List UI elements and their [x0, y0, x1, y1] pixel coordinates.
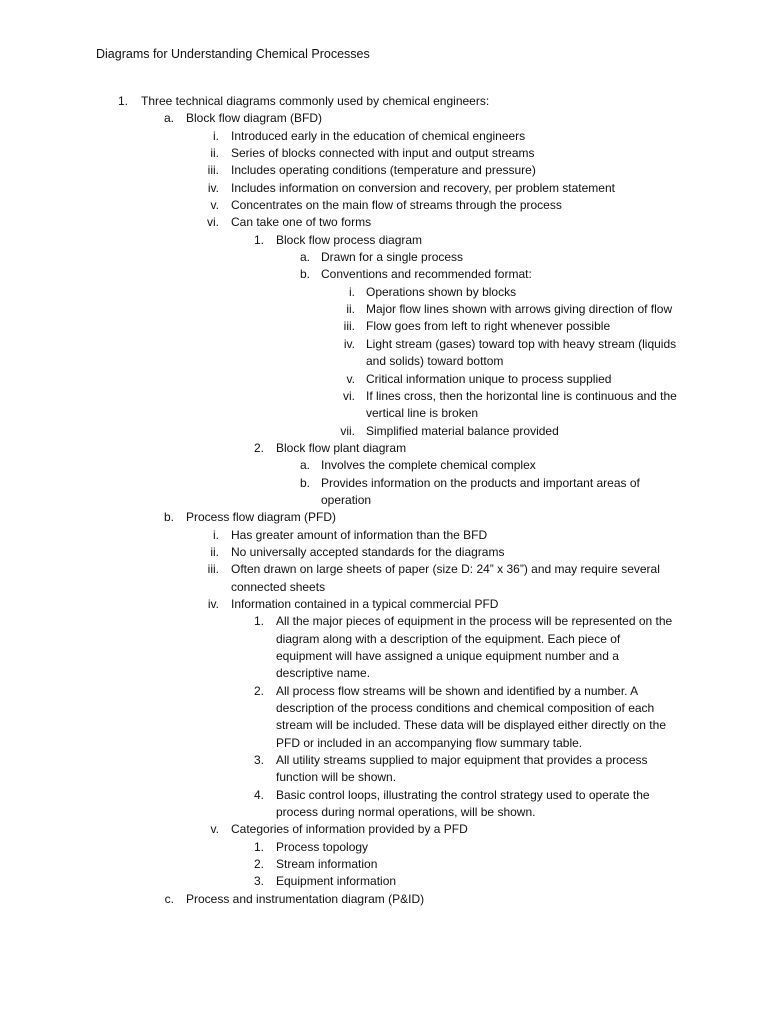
outline-item-text: function will be shown. [276, 770, 397, 785]
outline-item-text: PFD or included in an accompanying flow summary table. [276, 735, 583, 750]
outline-item-marker: iv. [343, 336, 355, 351]
outline-item [0, 492, 768, 509]
outline-item-marker: iv. [207, 180, 219, 195]
outline-item-marker: 3. [253, 753, 264, 768]
outline-item [0, 475, 768, 492]
outline-item-marker: a. [299, 458, 310, 473]
outline-item [0, 423, 768, 440]
outline-item [0, 821, 768, 838]
outline-item-text: Three technical diagrams commonly used by chemical engineers: [141, 94, 490, 108]
outline-item [0, 301, 768, 318]
outline-item-text: Involves the complete chemical complex [321, 458, 536, 473]
outline-item-text: All process flow streams will be shown and identified by a number. A [276, 683, 639, 698]
outline-item [0, 579, 768, 596]
outline-item-marker: b. [299, 475, 310, 490]
outline-item-marker: v. [346, 371, 355, 386]
outline-item [0, 735, 768, 752]
outline-item [0, 717, 768, 734]
outline-item [0, 509, 768, 526]
outline-item [0, 232, 768, 249]
outline-item-text: Stream information [276, 857, 378, 872]
outline-item-text: equipment will have assigned a unique equipment number and a [276, 649, 619, 663]
outline-item-text: Flow goes from left to right whenever possible [366, 319, 611, 334]
outline-item-text: Can take one of two forms [231, 215, 372, 230]
outline-item-marker: a. [163, 111, 174, 126]
outline-item-text: Block flow plant diagram [276, 440, 407, 455]
outline-item-marker: 2. [253, 857, 264, 872]
outline-item-text: Provides information on the products and important areas of [321, 475, 640, 490]
outline-item-marker: a. [299, 250, 310, 265]
outline-item [0, 93, 768, 110]
outline-item-marker: c. [164, 891, 174, 906]
outline-item [0, 683, 768, 700]
outline-item-text: Simplified material balance provided [366, 423, 559, 438]
outline-item [0, 665, 768, 682]
outline-item [0, 110, 768, 127]
outline-item [0, 249, 768, 266]
outline-item [0, 527, 768, 544]
outline-item [0, 353, 768, 370]
outline-item-marker: 4. [253, 787, 264, 802]
outline-item-text: Has greater amount of information than the BFD [231, 527, 488, 542]
outline-item-text: Operations shown by blocks [366, 284, 517, 299]
outline-item-marker: vii. [340, 423, 355, 438]
outline-item [0, 284, 768, 301]
outline-item [0, 162, 768, 179]
outline-item [0, 145, 768, 162]
outline-item-text: description of the process conditions and chemical composition of each [276, 701, 655, 716]
outline-item [0, 318, 768, 335]
outline-item-text: Includes information on conversion and recovery, per problem statement [231, 180, 615, 195]
outline-item-marker: iv. [207, 596, 219, 611]
outline-item [0, 700, 768, 717]
outline-item-text: Drawn for a single process [321, 250, 464, 265]
outline-item-marker: 1. [117, 94, 128, 108]
outline-item-text: connected sheets [231, 579, 326, 594]
outline-item-marker: iii. [207, 163, 219, 178]
outline-item-marker: b. [163, 510, 174, 525]
outline-item [0, 197, 768, 214]
outline-item [0, 405, 768, 422]
outline-item-text: Basic control loops, illustrating the control strategy used to operate the [276, 787, 650, 802]
outline-item-text: descriptive name. [276, 666, 371, 681]
outline-item [0, 440, 768, 457]
outline-item [0, 839, 768, 856]
outline-item-text: Major flow lines shown with arrows giving direction of flow [366, 302, 673, 317]
outline-item-text: Series of blocks connected with input and output streams [231, 146, 535, 161]
outline-item [0, 596, 768, 613]
outline-item-marker: 1. [253, 839, 264, 854]
outline-item-text: and solids) toward bottom [366, 354, 504, 369]
outline-item-marker: 3. [253, 874, 264, 889]
outline-item [0, 388, 768, 405]
outline-item-text: vertical line is broken [366, 406, 479, 421]
outline-item-marker: 2. [253, 683, 264, 698]
outline-item-marker: v. [210, 822, 219, 837]
outline-item-text: Process flow diagram (PFD) [186, 510, 337, 525]
outline-item [0, 336, 768, 353]
outline-item-text: If lines cross, then the horizontal line is continuous and the [366, 388, 677, 403]
outline-item-marker: ii. [346, 302, 355, 317]
outline-item-marker: 1. [253, 614, 264, 629]
outline-item [0, 787, 768, 804]
outline-item-text: Block flow process diagram [276, 232, 423, 247]
outline-item-marker: ii. [210, 544, 219, 559]
outline-item-marker: 2. [253, 440, 264, 455]
outline-item-text: No universally accepted standards for the diagrams [231, 544, 505, 559]
outline-item [0, 214, 768, 231]
outline-item-text: Categories of information provided by a PFD [231, 822, 468, 837]
outline-item [0, 856, 768, 873]
outline-list [0, 93, 768, 908]
outline-item [0, 873, 768, 890]
outline-item-text: Process and instrumentation diagram (P&ID) [186, 891, 425, 906]
outline-item [0, 804, 768, 821]
outline-item-marker: i. [213, 527, 219, 542]
outline-item [0, 544, 768, 561]
outline-item-text: Introduced early in the education of chemical engineers [231, 128, 526, 143]
outline-item-text: Equipment information [276, 874, 397, 889]
document-title: Diagrams for Understanding Chemical Processes [96, 47, 370, 61]
outline-item-marker: v. [210, 198, 219, 213]
outline-item-marker: b. [299, 267, 310, 282]
outline-item [0, 752, 768, 769]
outline-item [0, 613, 768, 630]
outline-item-text: Often drawn on large sheets of paper (size D: 24” x 36”) and may require several [231, 562, 660, 577]
outline-item [0, 631, 768, 648]
outline-item-text: Concentrates on the main flow of streams through the process [231, 198, 562, 213]
outline-item [0, 180, 768, 197]
outline-item-marker: vi. [343, 388, 355, 403]
outline-item [0, 266, 768, 283]
outline-item-text: Conventions and recommended format: [321, 267, 532, 282]
outline-item-text: Critical information unique to process supplied [366, 371, 612, 386]
outline-item-text: diagram along with a description of the equipment. Each piece of [276, 631, 621, 646]
outline-item-text: stream will be included. These data will be displayed either directly on the [276, 718, 666, 733]
outline-item [0, 128, 768, 145]
outline-item [0, 769, 768, 786]
outline-item-text: Block flow diagram (BFD) [186, 111, 323, 126]
outline-item-text: All utility streams supplied to major equipment that provides a process [276, 753, 648, 768]
outline-item [0, 561, 768, 578]
outline-item-text: Process topology [276, 839, 369, 854]
outline-item-text: process during normal operations, will be shown. [276, 805, 536, 820]
outline-item [0, 891, 768, 908]
outline-item-marker: vi. [207, 215, 219, 230]
outline-item-text: All the major pieces of equipment in the process will be represented on the [276, 614, 673, 629]
outline-item-marker: iii. [207, 562, 219, 577]
outline-item-marker: 1. [253, 232, 264, 247]
outline-item-text: Includes operating conditions (temperature and pressure) [231, 163, 536, 178]
outline-item [0, 457, 768, 474]
outline-item [0, 371, 768, 388]
outline-item-text: operation [321, 492, 372, 507]
outline-item-marker: ii. [210, 146, 219, 161]
outline-item-marker: iii. [343, 319, 355, 334]
outline-item [0, 648, 768, 665]
outline-item-marker: i. [349, 284, 355, 299]
outline-item-marker: i. [213, 128, 219, 143]
outline-item-text: Information contained in a typical commercial PFD [231, 596, 499, 611]
outline-item-text: Light stream (gases) toward top with heavy stream (liquids [366, 336, 677, 351]
